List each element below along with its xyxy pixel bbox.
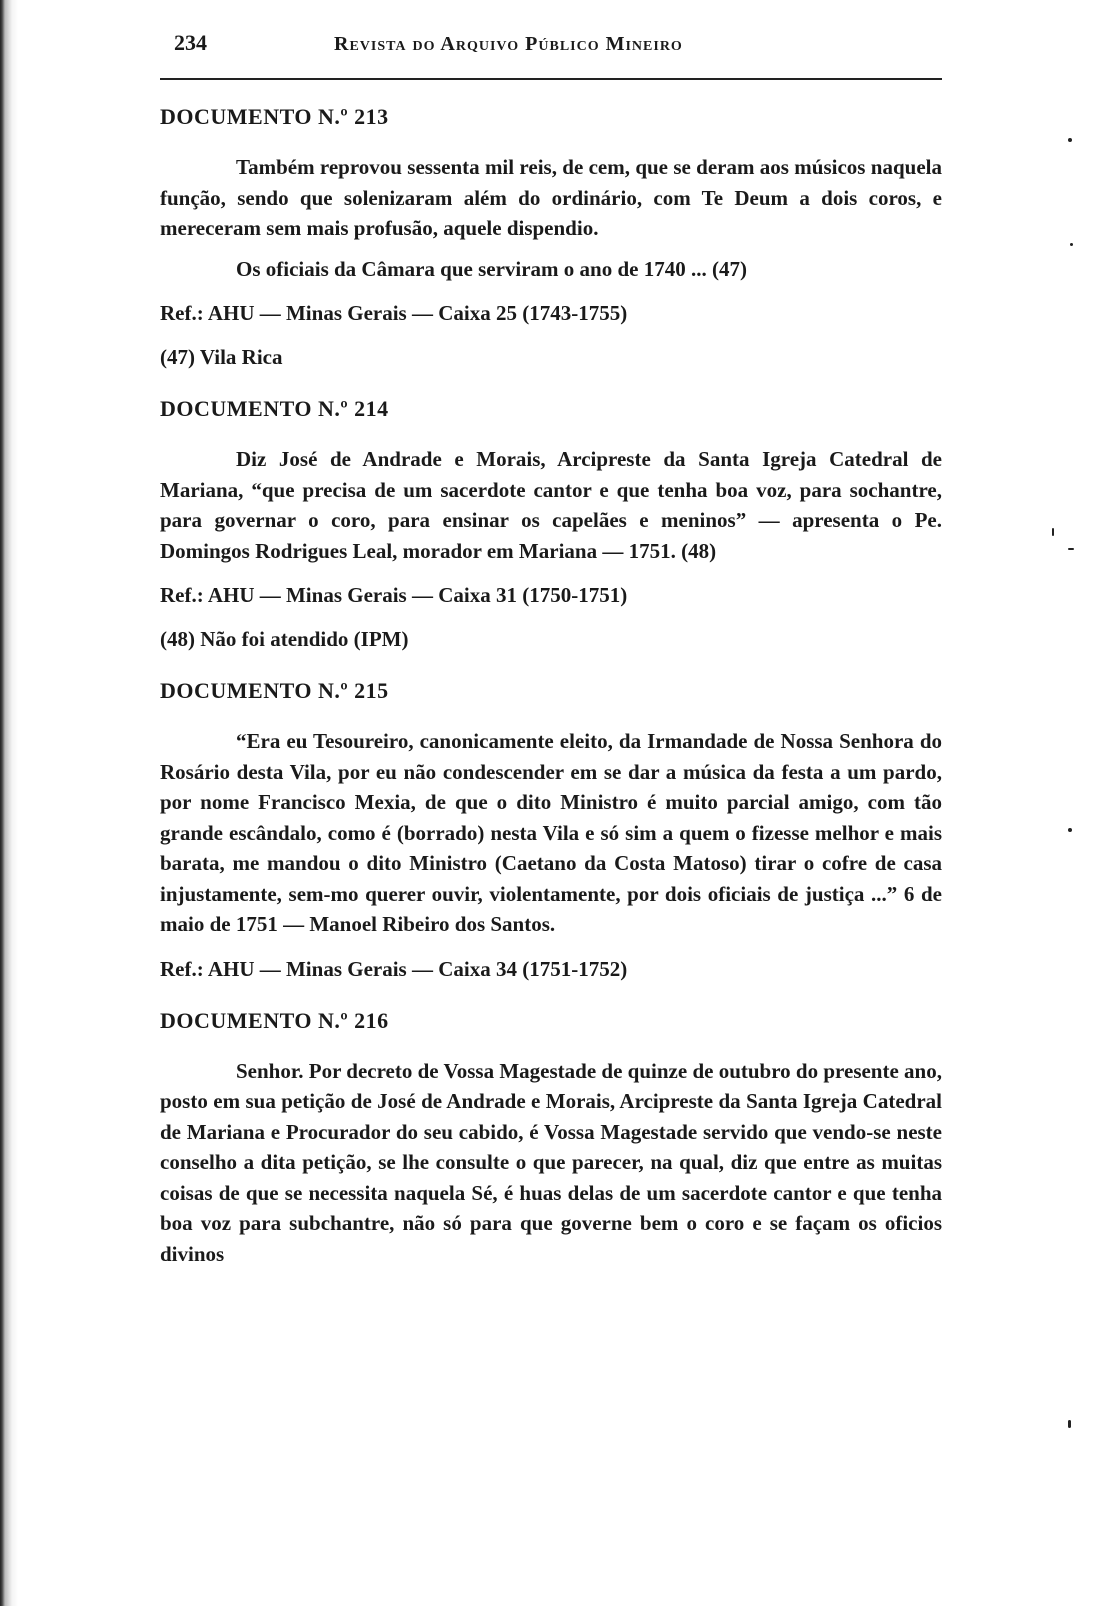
page-number: 234 <box>174 30 207 55</box>
document-paragraph: Diz José de Andrade e Morais, Arcipreste da Santa Igreja Catedral de Mariana, “que precisa de um sacerdote cantor e que tenha boa voz, para sochantre, para governar o coro, para ensinar os capelães e meninos” — apresenta o Pe. Domingos Rodrigues Leal, morador em Mariana — 1751. (48) <box>160 447 942 563</box>
document-213 <box>160 104 942 372</box>
document-reference: Ref.: AHU — Minas Gerais — Caixa 31 (1750-1751) <box>160 583 628 607</box>
document-reference: Ref.: AHU — Minas Gerais — Caixa 25 (1743-1755) <box>160 301 628 325</box>
document-paragraph: Os oficiais da Câmara que serviram o ano de 1740 ... (47) <box>236 256 747 281</box>
document-paragraph: “Era eu Tesoureiro, canonicamente eleito, da Irmandade de Nossa Senhora do Rosário desta Vila, por eu não condescender em se dar a música da festa a um pardo, por nome Francisco Mexia, de que o dito Ministro é muito parcial amigo, com tão grande escândalo, como é (borrado) nesta Vila e só sim a quem o fizesse melhor e mais barata, me mandou o dito Ministro (Caetano da Costa Matoso) tirar o cofre de casa injustamente, sem-mo querer ouvir, violentamente, por dois oficiais de justiça ...” 6 de maio de 1751 — Manoel Ribeiro dos Santos. <box>160 729 942 936</box>
scan-speck <box>1068 548 1074 550</box>
footnote: (47) Vila Rica <box>160 345 283 369</box>
scan-speck <box>1070 243 1073 246</box>
document-title: DOCUMENTO N.º 215 <box>160 678 389 703</box>
footnote: (48) Não foi atendido (IPM) <box>160 627 409 651</box>
book-page <box>160 30 942 1269</box>
scan-binding-edge <box>0 0 18 1606</box>
document-215 <box>160 678 942 984</box>
running-title: Revista do Arquivo Público Mineiro <box>334 33 683 55</box>
document-title: DOCUMENTO N.º 213 <box>160 104 389 129</box>
scan-speck <box>1068 1420 1071 1428</box>
scan-speck <box>1068 828 1072 832</box>
document-paragraph: Também reprovou sessenta mil reis, de cem, que se deram aos músicos naquela função, sendo que solenizaram além do ordinário, com Te Deum a dois coros, e mereceram sem mais profusão, aquele dispendio. <box>160 155 942 240</box>
document-title: DOCUMENTO N.º 214 <box>160 396 389 421</box>
page-header <box>160 30 942 80</box>
document-216 <box>160 1008 942 1270</box>
document-title: DOCUMENTO N.º 216 <box>160 1007 389 1033</box>
document-214 <box>160 396 942 654</box>
scan-speck <box>1068 138 1072 142</box>
document-paragraph: Senhor. Por decreto de Vossa Magestade de quinze de outubro do presente ano, posto em sua petição de José de Andrade e Morais, Arcipreste da Santa Igreja Catedral de Mariana e Procurador do seu cabido, é Vossa Magestade servido que vendo-se neste conselho a dita petição, se lhe consulte o que parecer, na qual, diz que entre as muitas coisas de que se necessita naquela Sé, é huas delas de um sacerdote cantor e que tenha boa voz para subchantre, não só para que governe bem o coro e se façam os oficios divinos <box>160 1058 942 1266</box>
scan-speck <box>1052 528 1054 536</box>
document-reference: Ref.: AHU — Minas Gerais — Caixa 34 (1751-1752) <box>160 956 628 981</box>
